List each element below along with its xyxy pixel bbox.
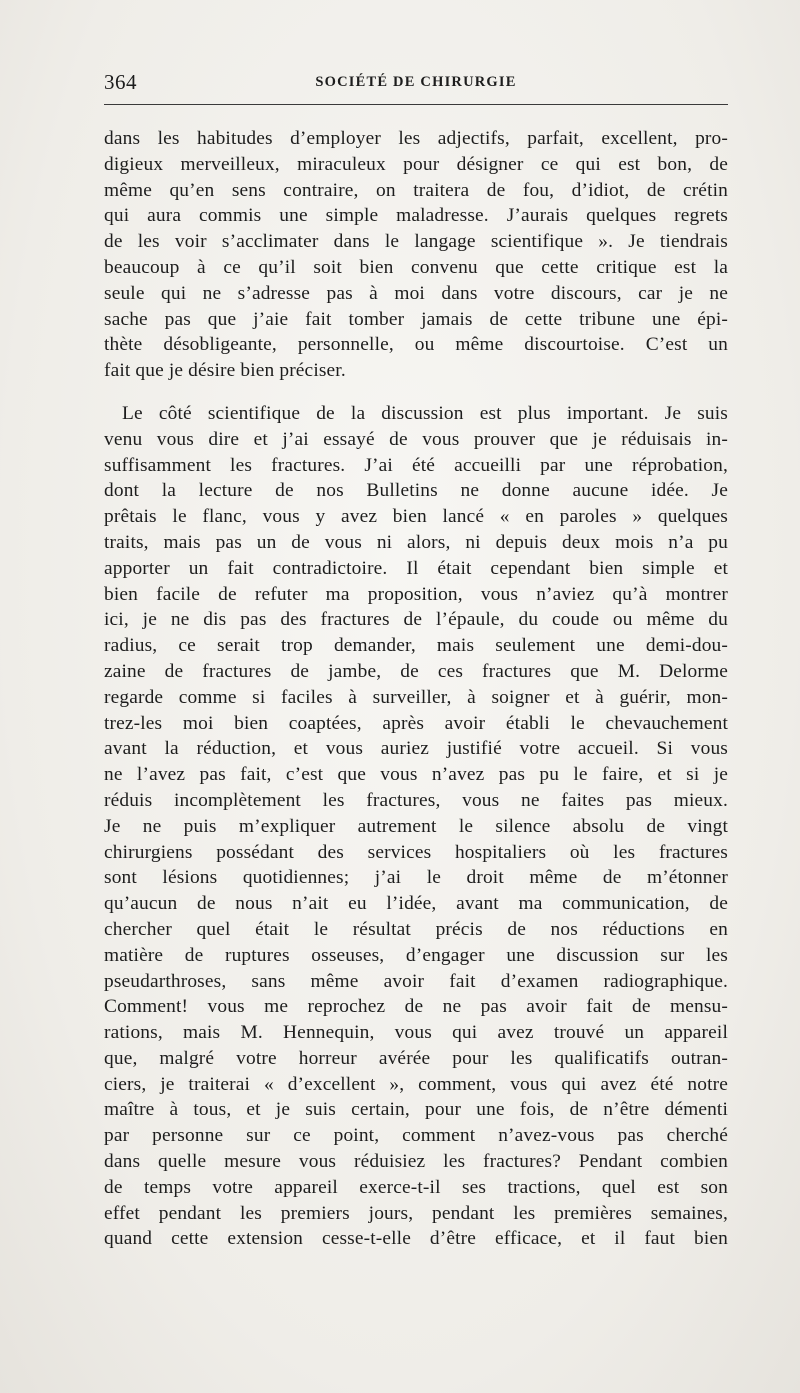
- page-number: 364: [104, 70, 137, 94]
- text-line: ne l’avez pas fait, c’est que vous n’avez pas pu le faire, et si je: [104, 764, 728, 786]
- text-line: digieux merveilleux, miraculeux pour désigner ce qui est bon, de: [104, 153, 728, 175]
- text-line: ici, je ne dis pas des fractures de l’épaule, du coude ou même du: [104, 609, 728, 631]
- text-line: radius, ce serait trop demander, mais seulement une demi-dou-: [104, 635, 728, 657]
- text-line: dans quelle mesure vous réduisiez les fractures? Pendant combien: [104, 1151, 728, 1173]
- text-line: regarde comme si faciles à surveiller, à soigner et à guérir, mon-: [104, 686, 728, 708]
- text-line: sont lésions quotidiennes; j’ai le droit même de m’étonner: [104, 867, 728, 889]
- running-title: SOCIÉTÉ DE CHIRURGIE: [315, 74, 517, 90]
- text-line: zaine de fractures de jambe, de ces fractures que M. Delorme: [104, 660, 728, 682]
- text-line: pseudarthroses, sans même avoir fait d’examen radiographique.: [104, 970, 728, 992]
- text-line: seule qui ne s’adresse pas à moi dans votre discours, car je ne: [104, 282, 728, 304]
- text-line: qui aura commis une simple maladresse. J’aurais quelques regrets: [104, 205, 728, 227]
- text-line: de temps votre appareil exerce-t-il ses tractions, quel est son: [104, 1176, 728, 1198]
- text-line: fait que je désire bien préciser.: [104, 360, 346, 382]
- text-line: sache pas que j’aie fait tomber jamais de cette tribune une épi-: [104, 308, 728, 330]
- text-line: maître à tous, et je suis certain, pour une fois, de n’être démenti: [104, 1099, 728, 1121]
- text-line: trez-les moi bien coaptées, après avoir établi le chevauchement: [104, 712, 728, 734]
- text-line: quand cette extension cesse-t-elle d’être efficace, et il faut bien: [104, 1228, 728, 1250]
- text-line: ciers, je traiterai « d’excellent », comment, vous qui avez été notre: [104, 1073, 728, 1095]
- text-line: dans les habitudes d’employer les adjectifs, parfait, excellent, pro-: [104, 128, 728, 149]
- text-line: beaucoup à ce qu’il soit bien convenu que cette critique est la: [104, 256, 728, 278]
- text-line: effet pendant les premiers jours, pendant les premières semaines,: [104, 1202, 728, 1224]
- text-line: bien facile de refuter ma proposition, vous n’aviez qu’à montrer: [104, 583, 728, 605]
- paragraph-1: [104, 126, 728, 384]
- text-line: prêtais le flanc, vous y avez bien lancé « en paroles » quelques: [104, 506, 728, 528]
- text-line: Je ne puis m’expliquer autrement le silence absolu de vingt: [104, 815, 728, 837]
- text-line: réduis incomplètement les fractures, vous ne faites pas mieux.: [104, 789, 728, 811]
- body-text: [104, 126, 728, 1252]
- text-line: de les voir s’acclimater dans le langage scientifique ». Je tiendrais: [104, 231, 728, 253]
- running-head: [104, 70, 728, 100]
- text-line: que, malgré votre horreur avérée pour les qualificatifs outran-: [104, 1047, 728, 1069]
- text-line: dont la lecture de nos Bulletins ne donne aucune idée. Je: [104, 480, 728, 502]
- text-line: apporter un fait contradictoire. Il était cependant bien simple et: [104, 557, 728, 579]
- text-line: suffisamment les fractures. J’ai été accueilli par une réprobation,: [104, 454, 728, 476]
- text-line: chirurgiens possédant des services hospitaliers où les fractures: [104, 841, 728, 863]
- text-line: avant la réduction, et vous auriez justifié votre accueil. Si vous: [104, 738, 728, 760]
- text-line: traits, mais pas un de vous ni alors, ni depuis deux mois n’a pu: [104, 531, 728, 553]
- text-line: matière de ruptures osseuses, d’engager une discussion sur les: [104, 944, 728, 966]
- text-line: qu’aucun de nous n’ait eu l’idée, avant ma communication, de: [104, 893, 728, 915]
- text-line: même qu’en sens contraire, on traitera de fou, d’idiot, de crétin: [104, 179, 728, 201]
- text-line: Comment! vous me reprochez de ne pas avoir fait de mensu-: [104, 996, 728, 1018]
- text-line: Le côté scientifique de la discussion est plus important. Je suis: [122, 402, 728, 424]
- paragraph-2: [104, 401, 728, 1252]
- text-line: rations, mais M. Hennequin, vous qui avez trouvé un appareil: [104, 1022, 728, 1044]
- text-line: par personne sur ce point, comment n’avez-vous pas cherché: [104, 1125, 728, 1147]
- text-line: chercher quel était le résultat précis de nos réductions en: [104, 918, 728, 940]
- text-line: thète désobligeante, personnelle, ou même discourtoise. C’est un: [104, 334, 728, 356]
- header-rule: [104, 104, 728, 105]
- text-line: venu vous dire et j’ai essayé de vous prouver que je réduisais in-: [104, 428, 728, 450]
